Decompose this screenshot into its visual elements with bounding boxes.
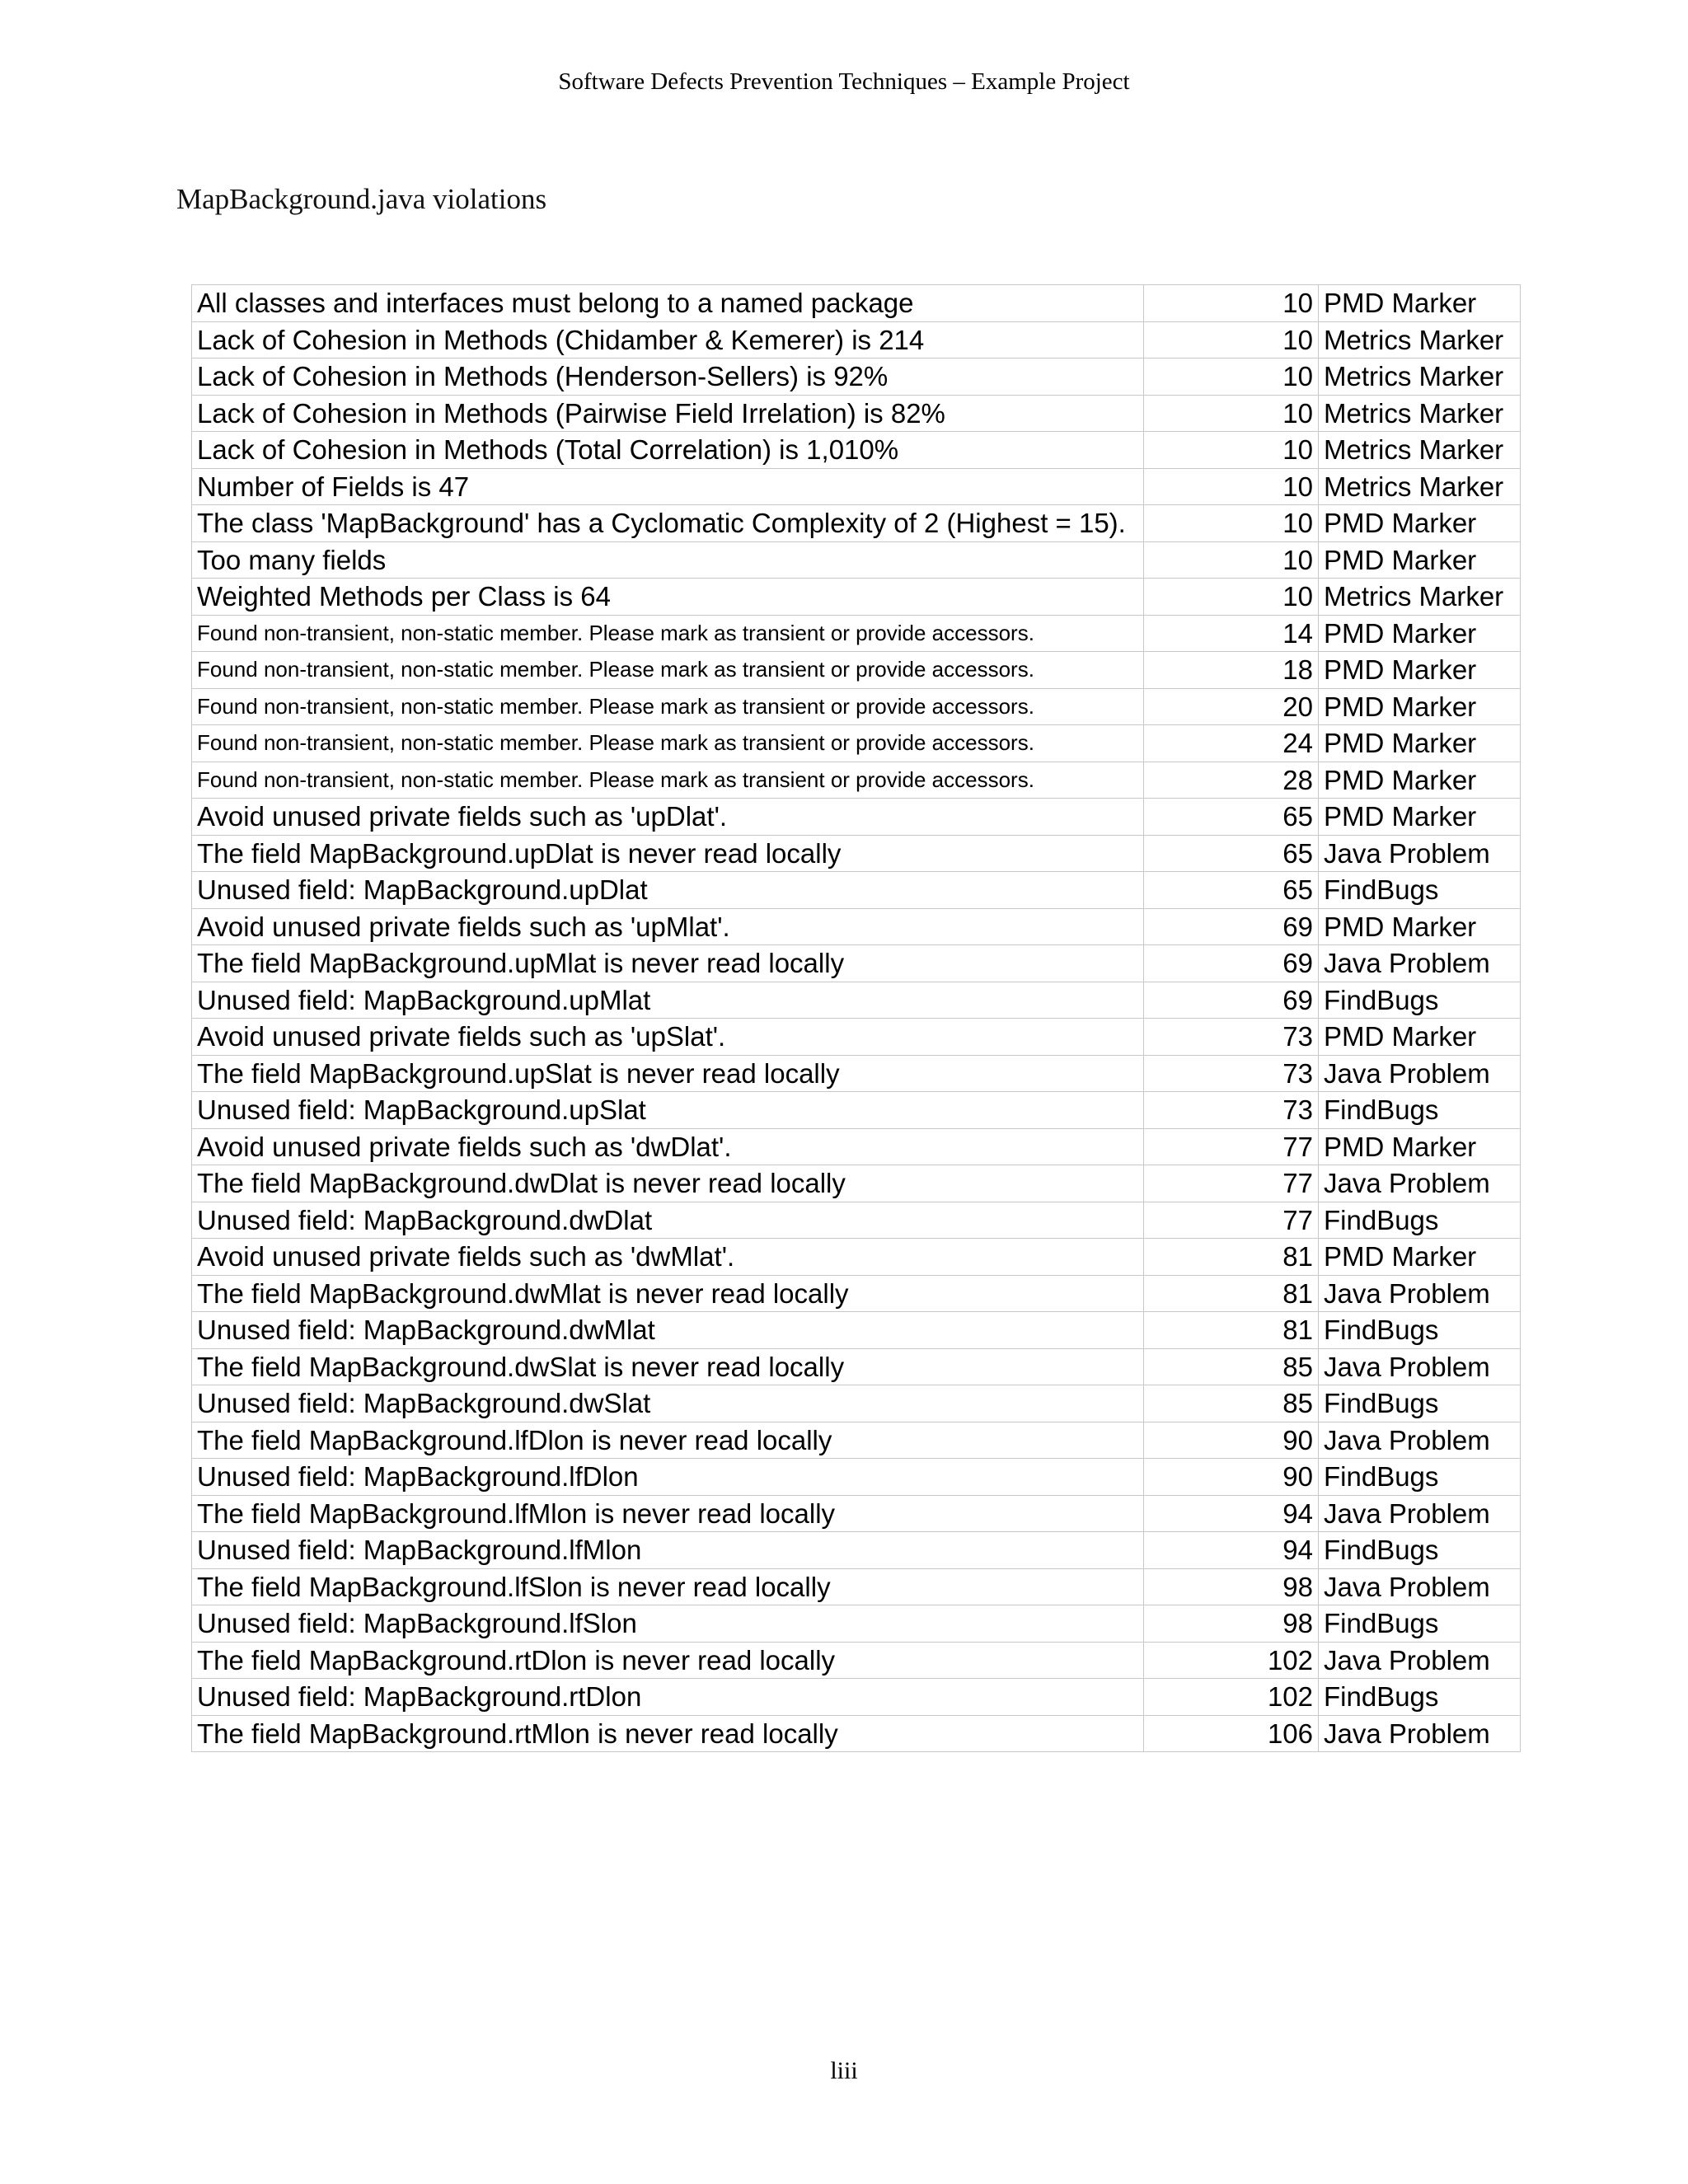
violation-line: 69	[1144, 945, 1319, 982]
table-row	[192, 395, 1521, 432]
table-row	[192, 1239, 1521, 1276]
violation-type: Metrics Marker	[1319, 468, 1521, 505]
violation-line: 102	[1144, 1679, 1319, 1716]
violation-line: 106	[1144, 1715, 1319, 1752]
violation-line: 98	[1144, 1568, 1319, 1605]
violation-message: Number of Fields is 47	[192, 468, 1144, 505]
violation-line: 10	[1144, 395, 1319, 432]
violation-type: Metrics Marker	[1319, 579, 1521, 616]
violation-line: 77	[1144, 1165, 1319, 1202]
table-row	[192, 1642, 1521, 1679]
violation-message: The class 'MapBackground' has a Cyclomatic Complexity of 2 (Highest = 15).	[192, 505, 1144, 542]
violation-type: PMD Marker	[1319, 1128, 1521, 1165]
violation-type: PMD Marker	[1319, 908, 1521, 945]
violation-type: FindBugs	[1319, 1605, 1521, 1643]
table-row	[192, 799, 1521, 836]
violation-type: PMD Marker	[1319, 285, 1521, 322]
violation-line: 81	[1144, 1275, 1319, 1312]
violation-line: 10	[1144, 541, 1319, 579]
violation-message: The field MapBackground.lfMlon is never read locally	[192, 1495, 1144, 1532]
violation-message: Unused field: MapBackground.lfDlon	[192, 1459, 1144, 1496]
violation-message: The field MapBackground.rtDlon is never read locally	[192, 1642, 1144, 1679]
running-header: Software Defects Prevention Techniques – Example Project	[558, 68, 1130, 95]
violation-message: The field MapBackground.dwMlat is never read locally	[192, 1275, 1144, 1312]
violation-message: The field MapBackground.lfSlon is never read locally	[192, 1568, 1144, 1605]
violation-type: FindBugs	[1319, 1312, 1521, 1349]
table-row	[192, 1202, 1521, 1239]
table-row	[192, 1092, 1521, 1129]
violation-message: Unused field: MapBackground.dwSlat	[192, 1385, 1144, 1422]
table-row	[192, 1275, 1521, 1312]
violation-line: 77	[1144, 1202, 1319, 1239]
table-row	[192, 615, 1521, 652]
violation-type: Java Problem	[1319, 945, 1521, 982]
violation-type: PMD Marker	[1319, 688, 1521, 725]
violation-message: The field MapBackground.upDlat is never read locally	[192, 835, 1144, 872]
violation-message: Found non-transient, non-static member. Please mark as transient or provide accessors.	[192, 725, 1144, 762]
table-row	[192, 1019, 1521, 1056]
table-row	[192, 1459, 1521, 1496]
violation-type: FindBugs	[1319, 982, 1521, 1019]
violation-type: Java Problem	[1319, 1495, 1521, 1532]
table-row	[192, 1055, 1521, 1092]
table-row	[192, 1605, 1521, 1643]
violation-message: Lack of Cohesion in Methods (Total Correlation) is 1,010%	[192, 432, 1144, 469]
table-row	[192, 285, 1521, 322]
table-row	[192, 1715, 1521, 1752]
table-row	[192, 1422, 1521, 1459]
table-row	[192, 541, 1521, 579]
violation-line: 85	[1144, 1385, 1319, 1422]
table-row	[192, 762, 1521, 799]
violation-message: The field MapBackground.lfDlon is never read locally	[192, 1422, 1144, 1459]
table-row	[192, 1128, 1521, 1165]
violation-type: PMD Marker	[1319, 1019, 1521, 1056]
violation-type: Metrics Marker	[1319, 359, 1521, 396]
table-row	[192, 321, 1521, 359]
violations-table	[191, 284, 1521, 1752]
table-row	[192, 908, 1521, 945]
violation-line: 85	[1144, 1348, 1319, 1385]
violation-message: Unused field: MapBackground.upDlat	[192, 872, 1144, 909]
violation-type: FindBugs	[1319, 1679, 1521, 1716]
violation-line: 69	[1144, 908, 1319, 945]
table-row	[192, 872, 1521, 909]
violation-line: 10	[1144, 468, 1319, 505]
violation-message: Found non-transient, non-static member. Please mark as transient or provide accessors.	[192, 652, 1144, 689]
violation-type: Java Problem	[1319, 1165, 1521, 1202]
violation-message: Avoid unused private fields such as 'upDlat'.	[192, 799, 1144, 836]
violation-type: Java Problem	[1319, 1348, 1521, 1385]
table-row	[192, 1532, 1521, 1569]
violation-type: Java Problem	[1319, 1055, 1521, 1092]
violation-message: Unused field: MapBackground.upMlat	[192, 982, 1144, 1019]
violation-message: All classes and interfaces must belong to a named package	[192, 285, 1144, 322]
violation-message: The field MapBackground.dwSlat is never read locally	[192, 1348, 1144, 1385]
table-row	[192, 725, 1521, 762]
violation-message: The field MapBackground.dwDlat is never read locally	[192, 1165, 1144, 1202]
violation-type: Java Problem	[1319, 835, 1521, 872]
violation-type: PMD Marker	[1319, 615, 1521, 652]
table-row	[192, 945, 1521, 982]
violation-line: 10	[1144, 579, 1319, 616]
table-row	[192, 1679, 1521, 1716]
violation-line: 20	[1144, 688, 1319, 725]
violation-type: Java Problem	[1319, 1422, 1521, 1459]
violation-type: FindBugs	[1319, 872, 1521, 909]
violation-line: 73	[1144, 1019, 1319, 1056]
violation-message: Weighted Methods per Class is 64	[192, 579, 1144, 616]
violation-line: 94	[1144, 1532, 1319, 1569]
violation-message: The field MapBackground.rtMlon is never read locally	[192, 1715, 1144, 1752]
violation-type: PMD Marker	[1319, 505, 1521, 542]
violation-line: 94	[1144, 1495, 1319, 1532]
table-row	[192, 1312, 1521, 1349]
table-row	[192, 432, 1521, 469]
violation-line: 10	[1144, 359, 1319, 396]
violation-message: Found non-transient, non-static member. Please mark as transient or provide accessors.	[192, 762, 1144, 799]
violation-message: Unused field: MapBackground.lfMlon	[192, 1532, 1144, 1569]
violation-line: 10	[1144, 285, 1319, 322]
violation-type: PMD Marker	[1319, 541, 1521, 579]
table-row	[192, 359, 1521, 396]
violation-message: Avoid unused private fields such as 'dwDlat'.	[192, 1128, 1144, 1165]
violation-line: 10	[1144, 321, 1319, 359]
violation-line: 18	[1144, 652, 1319, 689]
table-row	[192, 1348, 1521, 1385]
violation-type: FindBugs	[1319, 1092, 1521, 1129]
violation-type: PMD Marker	[1319, 1239, 1521, 1276]
violation-line: 81	[1144, 1312, 1319, 1349]
table-row	[192, 468, 1521, 505]
violation-line: 102	[1144, 1642, 1319, 1679]
violation-line: 90	[1144, 1459, 1319, 1496]
violation-type: PMD Marker	[1319, 652, 1521, 689]
table-row	[192, 1495, 1521, 1532]
violation-message: Unused field: MapBackground.upSlat	[192, 1092, 1144, 1129]
violation-type: FindBugs	[1319, 1532, 1521, 1569]
table-row	[192, 505, 1521, 542]
violation-line: 77	[1144, 1128, 1319, 1165]
table-row	[192, 1385, 1521, 1422]
violation-line: 10	[1144, 505, 1319, 542]
violation-message: Unused field: MapBackground.dwDlat	[192, 1202, 1144, 1239]
violation-type: Java Problem	[1319, 1568, 1521, 1605]
violation-message: Lack of Cohesion in Methods (Henderson-Sellers) is 92%	[192, 359, 1144, 396]
violation-type: FindBugs	[1319, 1385, 1521, 1422]
violation-message: Unused field: MapBackground.lfSlon	[192, 1605, 1144, 1643]
violation-message: Found non-transient, non-static member. Please mark as transient or provide accessors.	[192, 688, 1144, 725]
violation-line: 90	[1144, 1422, 1319, 1459]
violation-message: Lack of Cohesion in Methods (Chidamber & Kemerer) is 214	[192, 321, 1144, 359]
violation-type: FindBugs	[1319, 1459, 1521, 1496]
violation-type: Metrics Marker	[1319, 321, 1521, 359]
violation-line: 73	[1144, 1055, 1319, 1092]
violation-line: 10	[1144, 432, 1319, 469]
violation-line: 14	[1144, 615, 1319, 652]
table-row	[192, 835, 1521, 872]
section-title: MapBackground.java violations	[176, 183, 547, 215]
table-row	[192, 579, 1521, 616]
violation-line: 65	[1144, 799, 1319, 836]
violation-type: PMD Marker	[1319, 762, 1521, 799]
violation-type: PMD Marker	[1319, 725, 1521, 762]
table-row	[192, 1165, 1521, 1202]
violation-type: Java Problem	[1319, 1275, 1521, 1312]
violation-message: Avoid unused private fields such as 'upSlat'.	[192, 1019, 1144, 1056]
table-row	[192, 688, 1521, 725]
violation-message: Found non-transient, non-static member. Please mark as transient or provide accessors.	[192, 615, 1144, 652]
violation-type: PMD Marker	[1319, 799, 1521, 836]
violation-line: 24	[1144, 725, 1319, 762]
violation-line: 65	[1144, 835, 1319, 872]
violation-message: Unused field: MapBackground.rtDlon	[192, 1679, 1144, 1716]
violation-line: 98	[1144, 1605, 1319, 1643]
page-number: liii	[830, 2057, 858, 2084]
table-row	[192, 1568, 1521, 1605]
violations-table-body	[192, 285, 1521, 1752]
violation-type: FindBugs	[1319, 1202, 1521, 1239]
violation-message: Unused field: MapBackground.dwMlat	[192, 1312, 1144, 1349]
violation-message: Lack of Cohesion in Methods (Pairwise Field Irrelation) is 82%	[192, 395, 1144, 432]
violation-message: Avoid unused private fields such as 'dwMlat'.	[192, 1239, 1144, 1276]
violation-message: The field MapBackground.upSlat is never read locally	[192, 1055, 1144, 1092]
violation-message: The field MapBackground.upMlat is never read locally	[192, 945, 1144, 982]
table-row	[192, 982, 1521, 1019]
violation-type: Java Problem	[1319, 1715, 1521, 1752]
violation-message: Too many fields	[192, 541, 1144, 579]
violation-line: 81	[1144, 1239, 1319, 1276]
violation-line: 69	[1144, 982, 1319, 1019]
violation-line: 65	[1144, 872, 1319, 909]
table-row	[192, 652, 1521, 689]
violation-type: Java Problem	[1319, 1642, 1521, 1679]
violation-type: Metrics Marker	[1319, 395, 1521, 432]
violation-line: 28	[1144, 762, 1319, 799]
violation-type: Metrics Marker	[1319, 432, 1521, 469]
violation-line: 73	[1144, 1092, 1319, 1129]
violation-message: Avoid unused private fields such as 'upMlat'.	[192, 908, 1144, 945]
